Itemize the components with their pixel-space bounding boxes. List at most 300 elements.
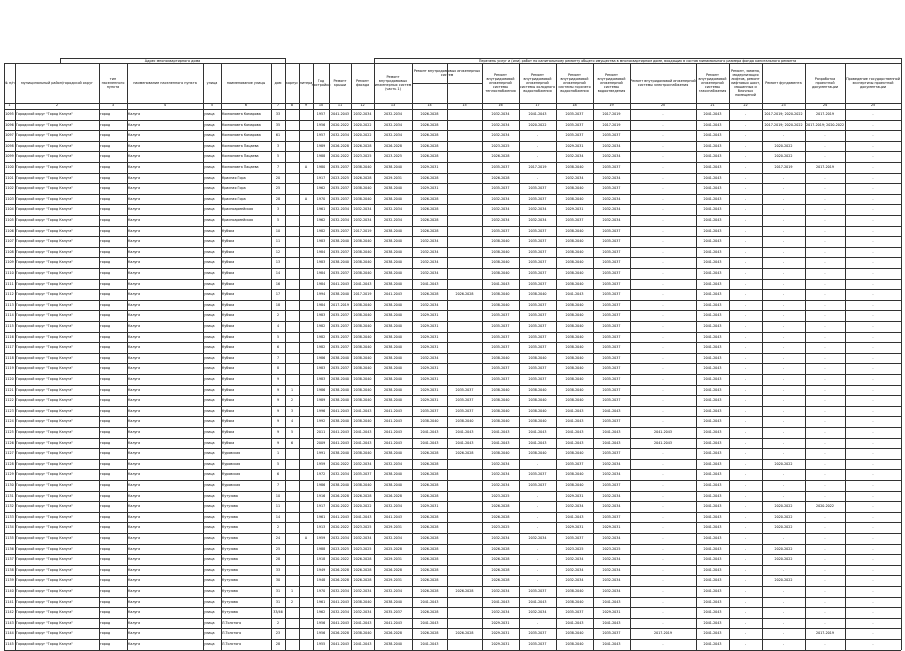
municipality-cell: Городской округ "Город Калуга" [16, 122, 73, 127]
row-number: 1138 [5, 567, 14, 572]
house-cell: 7 [276, 483, 280, 487]
street-name-cell: Кубяка [222, 408, 235, 413]
work-period-cell: 2038-2040 [565, 387, 584, 392]
litera-cell [300, 512, 312, 523]
street-name-cell: Космонавта Пацаева [222, 165, 259, 169]
year-cell: 1996 [316, 408, 326, 413]
table-row [4, 586, 901, 597]
work-period-cell: 2023-2025 [491, 525, 510, 530]
work-period-cell [448, 533, 481, 544]
work-period-cell: - [662, 334, 664, 339]
row-number: 1109 [5, 260, 14, 265]
street-name-cell: Кубяка [222, 313, 235, 318]
grid-line [4, 342, 901, 343]
year-cell: 1988 [316, 154, 326, 159]
settlement-type-cell: город [100, 133, 111, 138]
korpus-cell [286, 512, 298, 523]
work-period-cell: 2026-2028 [353, 493, 372, 498]
work-period-cell: 2038-2040 [528, 387, 547, 392]
work-period-cell: - [662, 175, 664, 180]
work-period-cell: 2038-2040 [565, 302, 584, 307]
year-cell: 1989 [316, 398, 326, 403]
street-type-cell: улица [204, 196, 215, 201]
col-header-design: Разработка проектной документации [811, 77, 839, 89]
work-period-cell: 2038-2040 [528, 451, 547, 456]
street-name-cell: Кубяка [222, 440, 235, 445]
work-period-cell: 2026-2028 [331, 578, 349, 583]
work-period-cell: 2035-2037 [491, 313, 510, 318]
col-header-electric: Ремонт внутридомовой инженерной системы электроснабжения [630, 79, 696, 87]
work-period-cell: - [744, 355, 747, 360]
work-period-cell: 2026-2028 [331, 493, 349, 498]
column-number: 25 [870, 103, 876, 107]
work-period-cell: - [782, 334, 785, 339]
korpus-cell [286, 353, 298, 364]
street-type-cell: улица [204, 292, 215, 297]
work-period-cell: - [744, 292, 747, 297]
table-row [4, 554, 901, 565]
work-period-cell: 2041-2043 [353, 620, 372, 625]
litera-cell [300, 385, 312, 396]
settlement-type-cell: город [100, 334, 111, 339]
settlement-name-cell: Калуга [128, 249, 141, 254]
street-type-cell: улица [204, 260, 215, 265]
work-period-cell: 2035-2037 [331, 165, 349, 169]
municipality-cell: Городской округ "Город Калуга" [16, 207, 73, 212]
work-period-cell: 2026-2028 [420, 578, 439, 583]
grid-line [4, 491, 901, 492]
work-period-cell: 2038-2040 [491, 387, 510, 392]
work-period-cell: 2038-2040 [565, 249, 584, 254]
work-period-cell: 2038-2040 [565, 366, 584, 371]
municipality-cell: Городской округ "Город Калуга" [16, 302, 73, 307]
grid-line [4, 247, 901, 248]
work-period-cell: 2035-2037 [331, 228, 349, 233]
work-period-cell: 2038-2040 [331, 292, 349, 297]
work-period-cell: 2029-2031 [565, 207, 584, 212]
grid-line [127, 63, 128, 650]
work-period-cell: - [744, 239, 747, 244]
work-period-cell: 2023-2025 [353, 525, 372, 530]
table-row [4, 162, 901, 173]
street-type-cell: улица [204, 228, 215, 233]
work-period-cell: - [662, 196, 664, 201]
street-type-cell: улица [204, 610, 215, 615]
work-period-cell: 2026-2028 [353, 143, 372, 148]
litera-cell [300, 416, 312, 427]
work-period-cell: - [782, 398, 785, 403]
settlement-type-cell: город [100, 430, 111, 434]
work-period-cell: 2035-2037 [455, 398, 474, 403]
work-period-cell: 2035-2037 [528, 239, 547, 244]
work-period-cell: 2026-2028 [420, 514, 439, 519]
street-name-cell: Куровская [222, 472, 241, 477]
grid-line [4, 310, 901, 311]
street-name-cell: Красная Гора [222, 196, 246, 201]
work-period-cell: 2029-2031 [565, 493, 584, 498]
work-period-cell [448, 353, 481, 364]
work-period-cell: 2041-2043 [528, 112, 547, 116]
settlement-name-cell: Калуга [128, 218, 141, 222]
col-header-litera: литера [299, 81, 313, 85]
work-period-cell: 2029-2031 [384, 578, 402, 583]
work-period-cell: - [824, 281, 826, 286]
work-period-cell: 2026-2028 [455, 292, 474, 297]
settlement-type-cell: город [100, 313, 111, 318]
litera-cell [300, 183, 312, 194]
litera-cell [300, 236, 312, 247]
work-period-cell: - [824, 271, 826, 275]
work-period-cell: 2035-2037 [602, 239, 621, 244]
work-period-cell: - [744, 334, 747, 339]
street-name-cell: Куровская [222, 483, 241, 487]
table-row [4, 575, 901, 586]
korpus-cell [286, 247, 298, 258]
grid-line [4, 63, 5, 650]
grid-line [482, 63, 483, 650]
work-period-cell: 2035-2037 [528, 196, 547, 201]
litera-cell [300, 427, 312, 438]
row-number: 1105 [5, 218, 14, 222]
row-number: 1142 [5, 610, 14, 615]
street-name-cell: Кубяка [222, 387, 235, 392]
work-period-cell: 2032-2034 [491, 461, 510, 466]
work-period-cell: 2020-2022 [816, 504, 834, 509]
settlement-type-cell: город [100, 218, 111, 222]
work-period-cell: 2029-2031 [420, 377, 439, 381]
municipality-cell: Городской округ "Город Калуга" [16, 186, 73, 191]
work-period-cell: - [824, 398, 826, 403]
work-period-cell: 2032-2034 [491, 122, 510, 127]
work-period-cell: - [662, 249, 664, 254]
work-period-cell: 2026-2028 [455, 451, 474, 456]
table-row [4, 607, 901, 618]
work-period-cell: - [662, 472, 664, 477]
work-period-cell: - [782, 196, 785, 201]
work-period-cell: 2032-2034 [384, 536, 402, 540]
litera-cell: А [304, 536, 308, 540]
settlement-name-cell: Калуга [128, 207, 141, 212]
work-period-cell: 2041-2043 [703, 302, 722, 307]
korpus-cell: 2 [290, 599, 294, 604]
table-row [4, 236, 901, 247]
work-period-cell: 2035-2037 [565, 133, 584, 138]
work-period-cell: 2038-2040 [331, 419, 349, 424]
work-period-cell: 2041-2043 [703, 165, 722, 169]
work-period-cell: 2026-2028 [420, 557, 439, 562]
work-period-cell: - [872, 345, 874, 350]
work-period-cell: 2026-2028 [420, 175, 439, 180]
row-number: 1113 [5, 302, 14, 307]
house-cell: 28 [275, 196, 281, 201]
row-number: 1133 [5, 514, 14, 519]
street-name-cell: Кутузова [222, 589, 238, 593]
work-period-cell: 2041-2043 [703, 218, 722, 222]
row-number: 1117 [5, 345, 14, 350]
work-period-cell: 2041-2043 [703, 260, 722, 265]
settlement-name-cell: Калуга [128, 631, 141, 636]
table-row [4, 512, 901, 523]
work-period-cell: 2032-2034 [420, 355, 439, 360]
table-row [4, 427, 901, 438]
work-period-cell: 2035-2037 [602, 313, 621, 318]
street-type-cell: улица [204, 461, 215, 466]
column-number: 4 [163, 103, 167, 107]
work-period-cell: 2035-2037 [491, 377, 510, 381]
work-period-cell: - [662, 419, 664, 424]
work-period-cell: - [782, 281, 785, 286]
street-type-cell: улица [204, 430, 215, 434]
table-row [4, 406, 901, 417]
municipality-cell: Городской округ "Город Калуга" [16, 451, 73, 456]
house-cell: 5 [276, 461, 280, 466]
table-row [4, 257, 901, 268]
settlement-name-cell: Калуга [128, 493, 141, 498]
litera-cell [300, 469, 312, 480]
municipality-cell: Городской округ "Город Калуга" [16, 324, 73, 328]
litera-cell [300, 363, 312, 374]
work-period-cell: - [782, 631, 785, 636]
work-period-cell: - [824, 408, 826, 413]
settlement-type-cell: город [100, 557, 111, 562]
work-period-cell: 2032-2034 [565, 567, 584, 572]
grid-line [60, 58, 285, 59]
settlement-name-cell: Калуга [128, 557, 141, 562]
grid-line [4, 183, 901, 184]
municipality-cell: Городской округ "Город Калуга" [16, 165, 73, 169]
work-period-cell: 2026-2028 [420, 292, 439, 297]
work-period-cell [448, 565, 481, 576]
work-period-cell: 2038-2040 [491, 355, 510, 360]
work-period-cell: - [744, 122, 747, 127]
house-cell: 33 [275, 567, 281, 572]
work-period-cell: 2038-2040 [528, 355, 547, 360]
settlement-name-cell: Калуга [128, 398, 141, 403]
grid-line [4, 554, 901, 555]
grid-line [4, 469, 901, 470]
work-period-cell: - [824, 493, 826, 498]
work-period-cell: - [662, 599, 664, 604]
work-period-cell: 2041-2043 [703, 175, 722, 180]
work-period-cell: - [824, 218, 826, 222]
work-period-cell: 2041-2043 [384, 419, 402, 424]
work-period-cell: 2020-2022 [353, 133, 372, 138]
work-period-cell: - [824, 578, 826, 583]
work-period-cell: - [744, 408, 747, 413]
house-cell: 17 [275, 292, 281, 297]
street-type-cell: улица [204, 419, 215, 424]
house-cell: 23 [275, 631, 281, 636]
work-period-cell: 2032-2034 [602, 557, 621, 562]
work-period-cell: 2035-2037 [384, 610, 402, 615]
work-period-cell: 2020-2022 [331, 525, 349, 530]
work-period-cell: 2032-2034 [353, 461, 372, 466]
work-period-cell: - [824, 536, 826, 540]
grid-line [4, 607, 901, 608]
korpus-cell [286, 628, 298, 639]
work-period-cell: - [872, 451, 874, 456]
year-cell: 1988 [316, 546, 326, 551]
year-cell: 1962 [316, 186, 326, 191]
year-cell: 1957 [316, 112, 326, 116]
work-period-cell: 2038-2040 [384, 249, 402, 254]
work-period-cell: 2032-2034 [353, 610, 372, 615]
house-cell: 9 [276, 440, 280, 445]
korpus-cell [286, 639, 298, 650]
work-period-cell: - [662, 271, 664, 275]
work-period-cell: 2041-2043 [703, 472, 722, 477]
work-period-cell: - [536, 493, 539, 498]
grid-line [329, 63, 330, 650]
work-period-cell: 2038-2040 [565, 334, 584, 339]
table-row [4, 459, 901, 470]
year-cell: 1983 [316, 313, 326, 318]
korpus-cell [286, 300, 298, 311]
work-period-cell: 2026-2028 [420, 196, 439, 201]
work-period-cell: - [824, 186, 826, 191]
municipality-cell: Городской округ "Город Калуга" [16, 493, 73, 498]
row-number: 1099 [5, 154, 14, 159]
work-period-cell: 2032-2034 [602, 207, 621, 212]
work-period-cell: 2032-2034 [602, 578, 621, 583]
work-period-cell: - [782, 218, 785, 222]
settlement-type-cell: город [100, 451, 111, 456]
work-period-cell: 2041-2043 [602, 408, 621, 413]
street-type-cell: улица [204, 313, 215, 318]
street-type-cell: улица [204, 355, 215, 360]
korpus-cell: 1 [290, 387, 294, 392]
settlement-type-cell: город [100, 271, 111, 275]
work-period-cell: 2041-2043 [703, 122, 722, 127]
work-period-cell: 2038-2040 [455, 419, 474, 424]
grid-line [805, 63, 806, 650]
korpus-cell [286, 575, 298, 586]
street-type-cell: улица [204, 122, 215, 127]
work-period-cell: 2038-2040 [353, 345, 372, 350]
grid-line [374, 63, 375, 650]
work-period-cell: - [824, 249, 826, 254]
street-name-cell: Космонавта Комарова [222, 122, 261, 127]
work-period-cell: - [782, 440, 785, 445]
work-period-cell: - [536, 133, 539, 138]
litera-cell [300, 332, 312, 343]
settlement-type-cell: город [100, 461, 111, 466]
work-period-cell: - [824, 642, 826, 646]
work-period-cell [448, 151, 481, 162]
work-period-cell: - [744, 440, 747, 445]
work-period-cell: 2041-2043 [703, 324, 722, 328]
work-period-cell: 2041-2043 [703, 536, 722, 540]
work-period-cell: 2041-2043 [703, 281, 722, 286]
work-period-cell: - [662, 567, 664, 572]
work-period-cell: 2032-2034 [491, 589, 510, 593]
street-type-cell: улица [204, 451, 215, 456]
street-type-cell: улица [204, 112, 215, 116]
grid-line [60, 58, 61, 63]
work-period-cell: 2029-2031 [420, 334, 439, 339]
street-name-cell: Кутузова [222, 514, 238, 519]
work-period-cell: 2032-2034 [384, 504, 402, 509]
work-period-cell: 2041-2043 [703, 143, 722, 148]
work-period-cell: 2041-2043 [331, 620, 349, 625]
work-period-cell: 2026-2028 [420, 589, 439, 593]
street-name-cell: Космонавта Комарова [222, 112, 261, 116]
work-period-cell: 2041-2043 [353, 430, 372, 434]
settlement-name-cell: Калуга [128, 175, 141, 180]
work-period-cell: 2038-2040 [384, 345, 402, 350]
municipality-cell: Городской округ "Город Калуга" [16, 355, 73, 360]
table-row [4, 416, 901, 427]
work-period-cell: 2026-2028 [420, 228, 439, 233]
street-name-cell: Космонавта Пацаева [222, 143, 259, 148]
work-period-cell: - [662, 112, 664, 116]
work-period-cell: 2032-2034 [420, 249, 439, 254]
litera-cell [300, 141, 312, 152]
work-period-cell: 2041-2043 [420, 430, 439, 434]
work-period-cell: - [662, 345, 664, 350]
grid-line [4, 215, 901, 216]
work-period-cell: 2035-2037 [602, 271, 621, 275]
work-period-cell: - [872, 599, 874, 604]
grid-line [4, 120, 901, 121]
work-period-cell: 2020-2022 [774, 578, 793, 583]
work-period-cell: 2041-2043 [565, 419, 584, 424]
work-period-cell: - [824, 567, 826, 572]
year-cell: 1984 [316, 302, 326, 307]
house-cell: 6 [276, 345, 280, 350]
work-period-cell: - [662, 355, 664, 360]
year-cell: 1949 [316, 567, 326, 572]
work-period-cell: 2038-2040 [353, 239, 372, 244]
house-cell: 11 [275, 504, 281, 509]
settlement-name-cell: Калуга [128, 589, 141, 593]
municipality-cell: Городской округ "Город Калуга" [16, 228, 73, 233]
work-period-cell: 2035-2037 [565, 536, 584, 540]
work-period-cell: - [782, 599, 785, 604]
work-period-cell: 2035-2037 [602, 377, 621, 381]
work-period-cell: - [872, 631, 874, 636]
work-period-cell: 2032-2034 [491, 218, 510, 222]
settlement-type-cell: город [100, 631, 111, 636]
work-period-cell [448, 522, 481, 533]
work-period-cell: 2038-2040 [384, 377, 402, 381]
work-period-cell: 2035-2037 [602, 355, 621, 360]
grid-line [4, 173, 901, 174]
work-period-cell [448, 321, 481, 332]
grid-line [630, 63, 631, 650]
work-period-cell: 2017-2019 [353, 292, 372, 297]
grid-line [4, 639, 901, 640]
work-period-cell: 2026-2028 [420, 536, 439, 540]
table-row [4, 247, 901, 258]
work-period-cell: 2032-2034 [331, 589, 349, 593]
settlement-name-cell: Калуга [128, 112, 141, 116]
year-cell: 1956 [316, 631, 326, 636]
work-period-cell: 2026-2028 [353, 175, 372, 180]
year-cell: 1991 [316, 451, 326, 456]
house-cell: 30 [275, 578, 281, 583]
work-period-cell: 2023-2025 [565, 546, 584, 551]
litera-cell [300, 353, 312, 364]
settlement-type-cell: город [100, 302, 111, 307]
work-period-cell: 2041-2043 [420, 620, 439, 625]
work-period-cell: - [872, 472, 874, 477]
municipality-cell: Городской округ "Город Калуга" [16, 271, 73, 275]
work-period-cell: 2041-2043 [703, 377, 722, 381]
house-cell: 5 [276, 154, 280, 159]
column-number: 11 [337, 103, 343, 107]
work-period-cell: - [824, 324, 826, 328]
